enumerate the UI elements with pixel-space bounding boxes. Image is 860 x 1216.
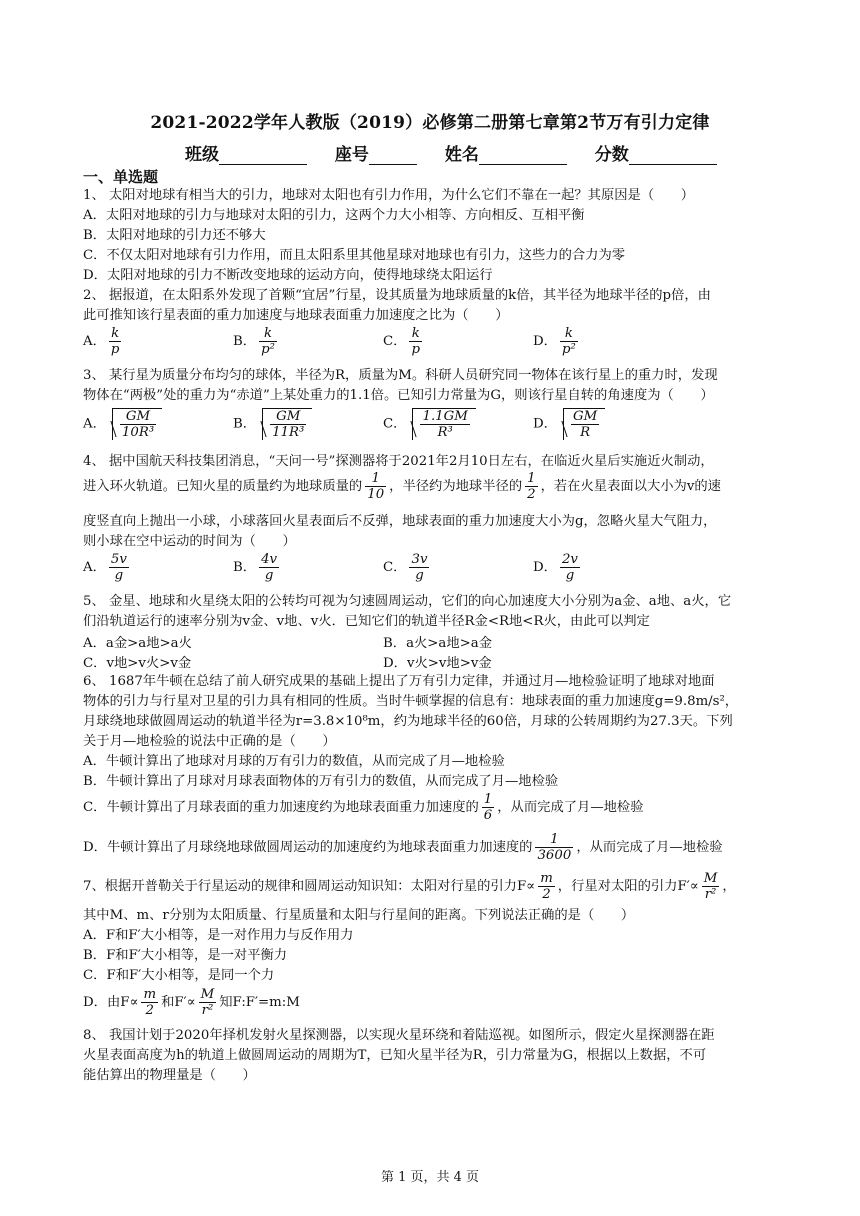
q7-option-d: D．由F∝ $\frac{m}{2}$ 和F′∝ $\frac{M}{\text{r²}}$ 知F:F′=m:M	[83, 987, 300, 1018]
q4-option-b: B． $\frac{4v}{g}$	[233, 552, 278, 583]
q8-stem-line3: 能估算出的物理量是（ ）	[83, 1068, 256, 1083]
q1-option-d: D．太阳对地球的引力不断改变地球的运动方向，使得地球绕太阳运行	[83, 268, 493, 283]
q4-stem-line3: 度竖直向上抛出一小球，小球落回火星表面后不反弹，地球表面的重力加速度大小为g，忽略火星大气阻力，	[83, 514, 717, 529]
q2-stem-line2: 此可推知该行星表面的重力加速度与地球表面重力加速度之比为（ ）	[83, 308, 509, 323]
q3-option-c: C． $\frac{1.1GM}{\text{R³}}$	[383, 408, 476, 440]
q2-stem-line1: 2、 据报道，在太阳系外发现了首颗“宜居”行星，设其质量为地球质量的k倍，其半径为地球半径的p倍，由	[83, 288, 711, 303]
q8-stem-line1: 8、 我国计划于2020年择机发射火星探测器，以实现火星环绕和着陆巡视。如图所示，假定火星探测器在距	[83, 1028, 715, 1043]
q4-stem-line1: 4、 据中国航天科技集团消息，“天问一号”探测器将于2021年2月10日左右，在临近火星后实施近火制动，	[83, 454, 714, 469]
q7-option-b: B．F和F′大小相等，是一对平衡力	[83, 948, 288, 963]
q2-option-b: B． $\frac{k}{\text{p²}}$	[233, 326, 275, 357]
q3-option-a: A． $\frac{GM}{\text{10R³}}$	[83, 408, 162, 440]
q3-option-b: B． $\frac{GM}{\text{11R³}}$	[233, 408, 312, 440]
q6-option-c: C．牛顿计算出了月球表面的重力加速度约为地球表面重力加速度的 $\frac{1}{6}$ ，从而完成了月—地检验	[83, 792, 644, 823]
score-blank[interactable]	[629, 146, 717, 165]
q1-option-b: B．太阳对地球的引力还不够大	[83, 228, 266, 243]
q8-stem-line2: 火星表面高度为h的轨道上做圆周运动的周期为T，已知火星半径为R，引力常量为G，根据以上数据，不可	[83, 1048, 707, 1063]
q2-option-a: A． $\frac{k}{p}$	[83, 326, 120, 357]
page-footer: 第 1 页，共 4 页	[380, 1170, 480, 1185]
q5-stem-line1: 5、 金星、地球和火星绕太阳的公转均可视为匀速圆周运动，它们的向心加速度大小分别为a金、a地、a火，它	[83, 594, 732, 609]
q7-option-a: A．F和F′大小相等，是一对作用力与反作用力	[83, 928, 354, 943]
q5-stem-line2: 们沿轨道运行的速率分别为v金、v地、v火．已知它们的轨道半径R金<R地<R火，由此可以判定	[83, 614, 650, 629]
student-info-fields	[185, 140, 745, 165]
q5-option-c: C．v地>v火>v金	[83, 656, 192, 671]
q5-option-a: A．a金>a地>a火	[83, 636, 192, 651]
q6-stem-line3: 月球绕地球做圆周运动的轨道半径为r=3.8×10⁸m，约为地球半径的60倍，月球的公转周期约为27.3天。下列	[83, 714, 733, 729]
q7-option-c: C．F和F′大小相等，是同一个力	[83, 968, 275, 983]
q4-stem-line2: 进入环火轨道。已知火星的质量约为地球质量的 $\frac{1}{10}$ ，半径约为地球半径的 $\frac{1}{2}$ ，若在火星表面以大小为v的速	[83, 471, 721, 502]
q4-option-c: C． $\frac{3v}{g}$	[383, 552, 428, 583]
seat-blank[interactable]	[369, 146, 417, 165]
name-blank[interactable]	[479, 146, 567, 165]
q2-option-c: C． $\frac{k}{p}$	[383, 326, 420, 357]
q1-option-a: A．太阳对地球的引力与地球对太阳的引力，这两个力大小相等、方向相反、互相平衡	[83, 208, 585, 223]
q6-stem-line4: 关于月—地检验的说法中正确的是（ ）	[83, 734, 336, 749]
q7-stem-line2: 其中M、m、r分别为太阳质量、行星质量和太阳与行星间的距离。下列说法正确的是（ ）	[83, 908, 635, 923]
score-label: 分数	[594, 145, 629, 165]
q6-stem-line2: 物体的引力与行星对卫星的引力具有相同的性质。当时牛顿掌握的信息有：地球表面的重力加速度g=9.8m/s²，	[83, 694, 739, 709]
q3-stem-line1: 3、 某行星为质量分布均匀的球体，半径为R，质量为M。科研人员研究同一物体在该行星上的重力时，发现	[83, 368, 718, 383]
q2-option-d: D． $\frac{k}{\text{p²}}$	[533, 326, 576, 357]
q4-option-a: A． $\frac{5v}{g}$	[83, 552, 127, 583]
name-label: 姓名	[444, 145, 479, 165]
q4-option-d: D． $\frac{2v}{g}$	[533, 552, 578, 583]
q4-stem-line4: 则小球在空中运动的时间为（ ）	[83, 534, 296, 549]
q6-option-d: D．牛顿计算出了月球绕地球做圆周运动的加速度约为地球表面重力加速度的 $\frac{1}{3600}$ ，从而完成了月—地检验	[83, 832, 723, 863]
q7-stem-line1: 7、根据开普勒关于行星运动的规律和圆周运动知识知：太阳对行星的引力F∝ $\frac{m}{2}$ ，行星对太阳的引力F′∝ $\frac{M}{\text{r²}}$ ，	[83, 871, 736, 902]
seat-label: 座号	[334, 145, 369, 165]
q6-stem-line1: 6、 1687年牛顿在总结了前人研究成果的基础上提出了万有引力定律，并通过月—地检验证明了地球对地面	[83, 674, 715, 689]
class-label: 班级	[185, 145, 219, 165]
q3-option-d: D． $\frac{GM}{R}$	[533, 408, 605, 440]
q3-stem-line2: 物体在“两极”处的重力为“赤道”上某处重力的1.1倍。已知引力常量为G，则该行星自转的角速度为（ ）	[83, 388, 714, 403]
q1-option-c: C．不仅太阳对地球有引力作用，而且太阳系里其他星球对地球也有引力，这些力的合力为零	[83, 248, 626, 263]
page-title: 2021-2022学年人教版（2019）必修第二册第七章第2节万有引力定律	[150, 113, 710, 133]
q1-stem: 1、 太阳对地球有相当大的引力，地球对太阳也有引力作用，为什么它们不靠在一起？其原因是（ ）	[83, 188, 695, 203]
q5-option-b: B．a火>a地>a金	[383, 636, 493, 651]
section-heading: 一、单选题	[83, 168, 159, 186]
q5-option-d: D．v火>v地>v金	[383, 656, 492, 671]
class-blank[interactable]	[219, 146, 307, 165]
q6-option-b: B．牛顿计算出了月球对月球表面物体的万有引力的数值，从而完成了月—地检验	[83, 774, 559, 789]
q6-option-a: A．牛顿计算出了地球对月球的万有引力的数值，从而完成了月—地检验	[83, 754, 505, 769]
